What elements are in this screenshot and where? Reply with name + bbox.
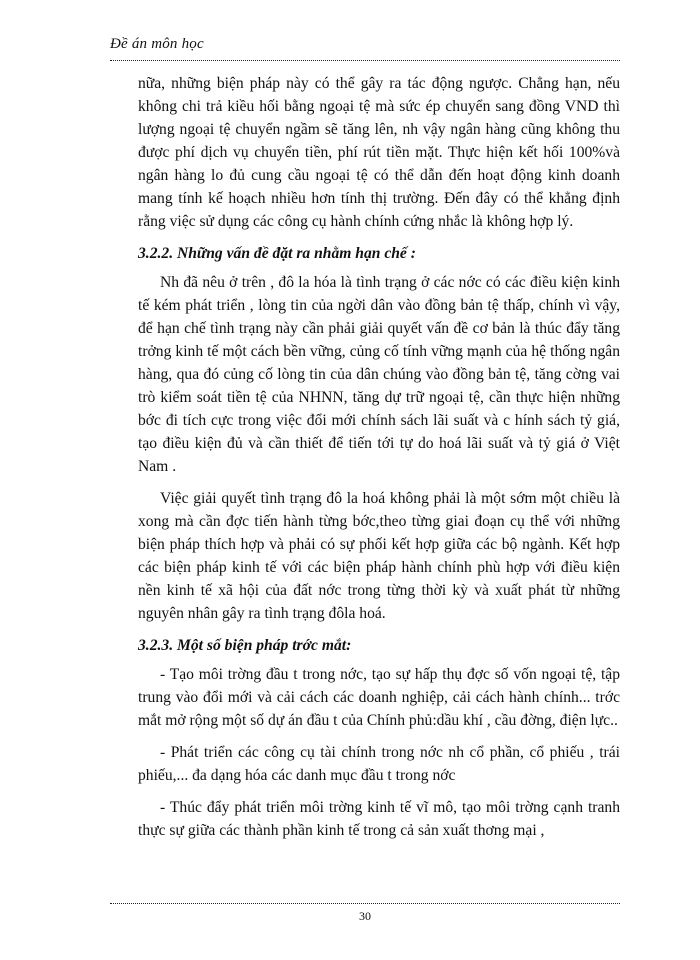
list-item-financial-instruments: - Phát triển các công cụ tài chính trong nớc nh cổ phần, cổ phiếu , trái phiếu,... đa dạng hóa các danh mục đầu t trong nớc [138,744,620,784]
page-number: 30 [359,909,371,923]
header-divider [110,60,620,61]
section-heading-3-2-2: 3.2.2. Những vấn đề đặt ra nhằm hạn chế : [138,245,416,262]
paragraph-dollarization-causes: Nh đã nêu ở trên , đô la hóa là tình trạng ở các nớc có các điều kiện kinh tế kém phát triển , lòng tin của ngời dân vào đồng bản tệ thấp, chính vì vậy, để hạn chế tình trạng này cần phải giải quyết vấn đề cơ bản là thúc đẩy tăng trởng kinh tế một cách bền vững, củng cố tính vững mạnh của hệ thống ngân hàng, qua đó củng cố lòng tin của dân chúng vào đồng bản tệ, tăng cờng vai trò kiểm soát tiền tệ của NHNN, tăng dự trữ ngoại tệ, cần thực hiện những bớc đi tích cực trong việc đổi mới chính sách lãi suất và c hính sách tỷ giá, tạo điều kiện đủ và cần thiết để tiến tới tự do hoá lãi suất và tỷ giá ở Việt Nam . [138,274,620,475]
paragraph-resolution-approach: Việc giải quyết tình trạng đô la hoá không phải là một sớm một chiều là xong mà cần đợc tiến hành từng bớc,theo từng giai đoạn cụ thể với những biện pháp thích hợp và phải có sự phối kết hợp giữa các bộ ngành. Kết hợp các biện pháp kinh tế với các biện pháp hành chính phù hợp với điều kiện nền kinh tế xã hội của đất nớc trong từng thời kỳ và xuất phát từ những nguyên nhân gây ra tình trạng đôla hoá. [138,490,620,622]
document-body [138,72,620,842]
section-heading-3-2-3: 3.2.3. Một số biện pháp trớc mắt: [138,637,352,654]
list-item-macro-environment: - Thúc đẩy phát triển môi trờng kinh tế vĩ mô, tạo môi trờng cạnh tranh thực sự giữa các thành phần kinh tế trong cả sản xuất thơng mại , [138,799,620,839]
paragraph-continuation: nữa, những biện pháp này có thể gây ra tác động ngược. Chẳng hạn, nếu không chi trả kiều hối bằng ngoại tệ mà sức ép chuyển sang đồng VND thì lượng ngoại tệ chuyển ngầm sẽ tăng lên, nh vậy ngân hàng cũng không thu được phí dịch vụ chuyển tiền, phí rút tiền mặt. Thực hiện kết hối 100%và ngân hàng lo đủ cung cầu ngoại tệ có thể dẫn đến hoạt động kinh doanh mang tính kế hoạch nhiều hơn tính thị trường. Đến đây có thể khẳng định rằng việc sử dụng các công cụ hành chính cứng nhắc là không hợp lý. [138,75,620,230]
list-item-investment-environment: - Tạo môi trờng đầu t trong nớc, tạo sự hấp thụ đợc số vốn ngoại tệ, tập trung vào đổi mới và cải cách các doanh nghiệp, cải cách hành chính... trớc mắt mở rộng một số dự án đầu t của Chính phủ:dầu khí , cầu đờng, điện lực.. [138,666,620,729]
footer-divider [110,903,620,904]
page-header-title: Đề án môn học [110,36,204,52]
